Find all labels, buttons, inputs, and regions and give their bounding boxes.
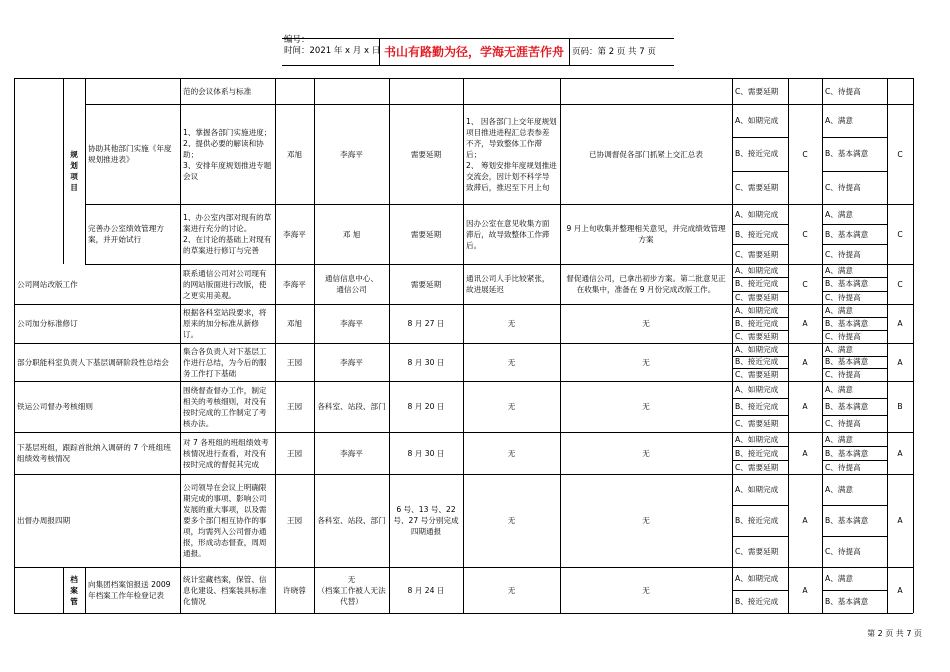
- evaluation-option: A、满意: [825, 306, 853, 315]
- evaluation-option: C、待提高: [825, 419, 861, 428]
- task-content: 1、办公室内部对现有的草案进行充分的讨论。 2、在讨论的基础上对现有的草案进行修订与完善: [183, 213, 272, 255]
- task-deadline: 需要延期: [410, 229, 442, 239]
- evaluation-option: B、基本满意: [825, 357, 869, 367]
- delay-reason: 无: [507, 516, 516, 525]
- task-owner: [275, 78, 314, 104]
- task-deadline: 8 月 20 日: [407, 402, 445, 411]
- section-label-planning: 规 划 项 目: [70, 150, 78, 192]
- completion-grade: A: [802, 585, 808, 595]
- task-name: 铁运公司督办考核细则: [17, 402, 93, 411]
- evaluation-option: A、满意: [825, 266, 853, 276]
- delay-reason: 无: [507, 402, 516, 411]
- completion-option: A、如期完成: [735, 385, 779, 394]
- task-owner: 王园: [286, 402, 303, 411]
- evaluation-option: C、待提高: [825, 462, 861, 472]
- task-content: 根据各科室站段要求，将原来的加分标准从新修订。: [183, 308, 267, 339]
- delay-reason: 因办公室在意见收集方面滞后，故导致整体工作滞后。: [466, 218, 550, 250]
- completion-option: B、接近完成: [735, 516, 779, 525]
- evaluation-option: B、基本满意: [825, 229, 869, 239]
- evaluation-score: A: [897, 448, 903, 458]
- task-deadline: 需要延期: [410, 149, 442, 159]
- remedy-progress: 无: [642, 402, 650, 411]
- task-deadline: 8 月 27 日: [407, 319, 445, 328]
- evaluation-option: A、满意: [825, 116, 853, 126]
- delay-reason: 无: [507, 319, 516, 328]
- serial-label: 编号：: [284, 35, 310, 45]
- completion-option: A、如期完成: [735, 266, 779, 276]
- table-border: [913, 78, 914, 613]
- task-assistant: 各科室、站段、部门: [317, 516, 386, 525]
- completion-grade: A: [802, 402, 808, 411]
- task-name: 向集团档案馆报送 2009 年档案工作年检登记表: [88, 580, 171, 600]
- task-content: 联系通信公司对公司现有的网站版面进行改版，使之更实用美观。: [183, 268, 267, 300]
- task-deadline: 8 月 30 日: [407, 357, 445, 367]
- row-rule: [14, 613, 913, 614]
- completion-option: B、接近完成: [735, 597, 779, 606]
- task-assistant: 通信信息中心、 通信公司: [324, 274, 379, 294]
- task-deadline: 6 号、13 号、22 号、27 号分别完成四期通报: [393, 505, 459, 536]
- evaluation-score: C: [897, 149, 903, 159]
- evaluation-option: C、待提高: [825, 182, 861, 192]
- evaluation-option: B、基本满意: [825, 319, 869, 328]
- task-owner: 李海平: [283, 229, 306, 239]
- evaluation-score: A: [897, 357, 903, 367]
- remedy-progress: 无: [642, 516, 650, 525]
- task-owner: 王园: [286, 516, 303, 525]
- remedy-progress: 9 月上旬收集并整理相关意见，并完成绩效管理方案: [566, 224, 726, 244]
- header-page-number: 页码：第 2 页 共 7 页: [572, 47, 656, 57]
- evaluation-option: B、基本满意: [825, 149, 869, 159]
- evaluation-option: C、待提高: [825, 292, 861, 302]
- task-owner: 王园: [286, 357, 303, 367]
- delay-reason: 无: [507, 585, 516, 595]
- completion-option: B、接近完成: [735, 319, 779, 328]
- completion-grade: A: [802, 516, 808, 525]
- completion-option: B、接近完成: [735, 229, 779, 239]
- remedy-progress: 无: [642, 357, 650, 367]
- completion-option: B、接近完成: [735, 279, 779, 289]
- footer-page-number: 第 2 页 共 7 页: [867, 629, 922, 638]
- completion-grade: [788, 78, 822, 104]
- task-content: 1、掌握各部门实施进度； 2、提供必要的解读和协助； 3、安排年度规划推进专题会议: [183, 127, 272, 181]
- task-assistant: 李海平: [340, 448, 363, 458]
- remedy-progress: 无: [642, 448, 650, 458]
- completion-grade: A: [802, 319, 808, 328]
- task-assistant: 各科室、站段、部门: [317, 402, 386, 411]
- task-owner: 李海平: [283, 279, 306, 289]
- evaluation-score: B: [897, 402, 903, 411]
- task-deadline: 需要延期: [410, 279, 442, 289]
- completion-option: A、如期完成: [735, 485, 779, 494]
- completion-option: C、需要延期: [735, 370, 779, 380]
- completion-grade: C: [802, 279, 808, 289]
- evaluation-option: C、待提高: [825, 547, 861, 556]
- task-assistant: 邓 旭: [342, 229, 361, 239]
- task-content: 对 7 各班组的班组绩效考核情况进行查看，对没有按时完成的督促其完成: [183, 437, 269, 469]
- completion-option: A、如期完成: [735, 344, 779, 354]
- evaluation-score: [887, 78, 913, 104]
- completion-option: C、需要延期: [735, 182, 779, 192]
- delay-reason: 无: [507, 357, 516, 367]
- task-deadline: 8 月 24 日: [407, 585, 445, 595]
- section-label-archives: 档 案 管: [70, 574, 78, 606]
- task-assistant: 李海平: [340, 319, 363, 328]
- evaluation-option: A、满意: [825, 344, 853, 354]
- evaluation-option: B、基本满意: [825, 516, 869, 525]
- task-owner: 邓旭: [286, 149, 303, 159]
- remedy-progress: 无: [642, 319, 650, 328]
- completion-option: A、如期完成: [735, 434, 779, 444]
- evaluation-option: B、基本满意: [825, 448, 869, 458]
- completion-option: C、需要延期: [735, 332, 779, 341]
- evaluation-option: A、满意: [825, 485, 853, 494]
- date-label: 时间：2021 年 x 月 x 日: [284, 46, 381, 56]
- remedy-progress: 督促通信公司，已拿出初步方案。第二批意见正在收集中，准备在 9 月份完成改版工作。: [566, 274, 726, 294]
- header-motto: 书山有路勤为径，学海无涯苦作舟: [383, 45, 564, 59]
- evaluation-option: A、满意: [825, 385, 853, 394]
- completion-grade: C: [802, 149, 808, 159]
- completion-option: A、如期完成: [735, 306, 779, 315]
- evaluation-score: A: [897, 516, 903, 525]
- completion-option: C、需要延期: [735, 547, 779, 556]
- completion-option: B、接近完成: [735, 357, 779, 367]
- completion-option: C、需要延期: [735, 249, 779, 259]
- task-name: 公司网站改版工作: [17, 279, 78, 289]
- evaluation-option: A、满意: [825, 434, 853, 444]
- evaluation-option: B、基本满意: [825, 279, 869, 289]
- completion-option: C、需要延期: [735, 462, 779, 472]
- task-content: 统计室藏档案，保管、信息化建设、档案装具标准化情况: [183, 574, 267, 606]
- evaluation-option: C、待提高: [825, 332, 861, 341]
- evaluation-score: A: [897, 585, 903, 595]
- completion-grade: A: [802, 448, 808, 458]
- remedy-progress: [560, 78, 732, 104]
- completion-option: C、需要延期: [735, 292, 779, 302]
- evaluation-option: A、满意: [825, 209, 853, 219]
- task-name: 下基层班组，跟踪首批纳入调研的 7 个班组班组绩效考核情况: [17, 443, 171, 463]
- completion-option: C、需要延期: [735, 86, 779, 96]
- task-content: 围绕督查督办工作，制定相关的考核细则，对没有按时完成的工作制定了考核办法。: [183, 385, 267, 428]
- task-owner: 王园: [286, 448, 303, 458]
- completion-grade: C: [802, 229, 808, 239]
- evaluation-score: C: [897, 229, 903, 239]
- completion-option: B、接近完成: [735, 448, 779, 458]
- task-name: 出督办周报四期: [17, 516, 71, 525]
- completion-grade: A: [802, 357, 808, 367]
- task-owner: 许晓蓉: [283, 585, 306, 595]
- delay-reason: 1、 因各部门上交年度规划项目推进进程汇总表参差不齐，导致整体工作滞后； 2、 筹划安排年度规划推进交流会，因计划不科学导致滞后，推迟至下月上旬: [466, 116, 557, 192]
- delay-reason: [463, 78, 560, 104]
- task-name: 公司加分标准修订: [17, 319, 78, 328]
- evaluation-option: A、满意: [825, 574, 853, 583]
- evaluation-score: A: [897, 319, 903, 328]
- task-assistant: [314, 78, 389, 104]
- evaluation-option: C、待提高: [825, 370, 861, 380]
- task-deadline: 8 月 30 日: [407, 448, 445, 458]
- evaluation-option: B、基本满意: [825, 597, 869, 606]
- evaluation-option: B、基本满意: [825, 402, 869, 411]
- task-name: 协助其他部门实施《年度规划推进表》: [88, 144, 172, 164]
- task-assistant: 李海平: [340, 149, 363, 159]
- task-name: 部分职能科室负责人下基层调研阶段性总结会: [17, 357, 169, 367]
- task-owner: 邓旭: [286, 319, 303, 328]
- delay-reason: 无: [507, 448, 516, 458]
- evaluation-score: C: [897, 279, 903, 289]
- completion-option: B、接近完成: [735, 149, 779, 159]
- evaluation-option: C、待提高: [825, 86, 861, 96]
- task-name: 完善办公室绩效管理方案，并开始试行: [88, 224, 164, 244]
- completion-option: A、如期完成: [735, 116, 779, 126]
- task-assistant: 李海平: [340, 357, 363, 367]
- task-content: 范的会议体系与标准: [183, 86, 252, 96]
- task-assistant: 无 （档案工作被人无法代替）: [317, 574, 386, 606]
- delay-reason: 通讯公司人手比较紧张，故进展延迟: [466, 274, 550, 294]
- completion-option: C、需要延期: [735, 419, 779, 428]
- completion-option: A、如期完成: [735, 574, 779, 583]
- task-content: 集合各负责人对下基层工作进行总结，为今后的服务工作打下基础: [183, 346, 267, 378]
- completion-option: B、接近完成: [735, 402, 779, 411]
- remedy-progress: 无: [642, 585, 650, 595]
- task-name: [85, 78, 180, 104]
- evaluation-option: C、待提高: [825, 249, 861, 259]
- task-content: 公司领导在会议上明确限期完成的事项、影响公司发展的重大事项，以及需要多个部门相互协作的事项，均需列入公司督办通报，形成动态督查，周周通报。: [183, 483, 267, 558]
- task-deadline: [389, 78, 463, 104]
- completion-option: A、如期完成: [735, 209, 779, 219]
- remedy-progress: 已协调督促各部门抓紧上交汇总表: [589, 149, 703, 159]
